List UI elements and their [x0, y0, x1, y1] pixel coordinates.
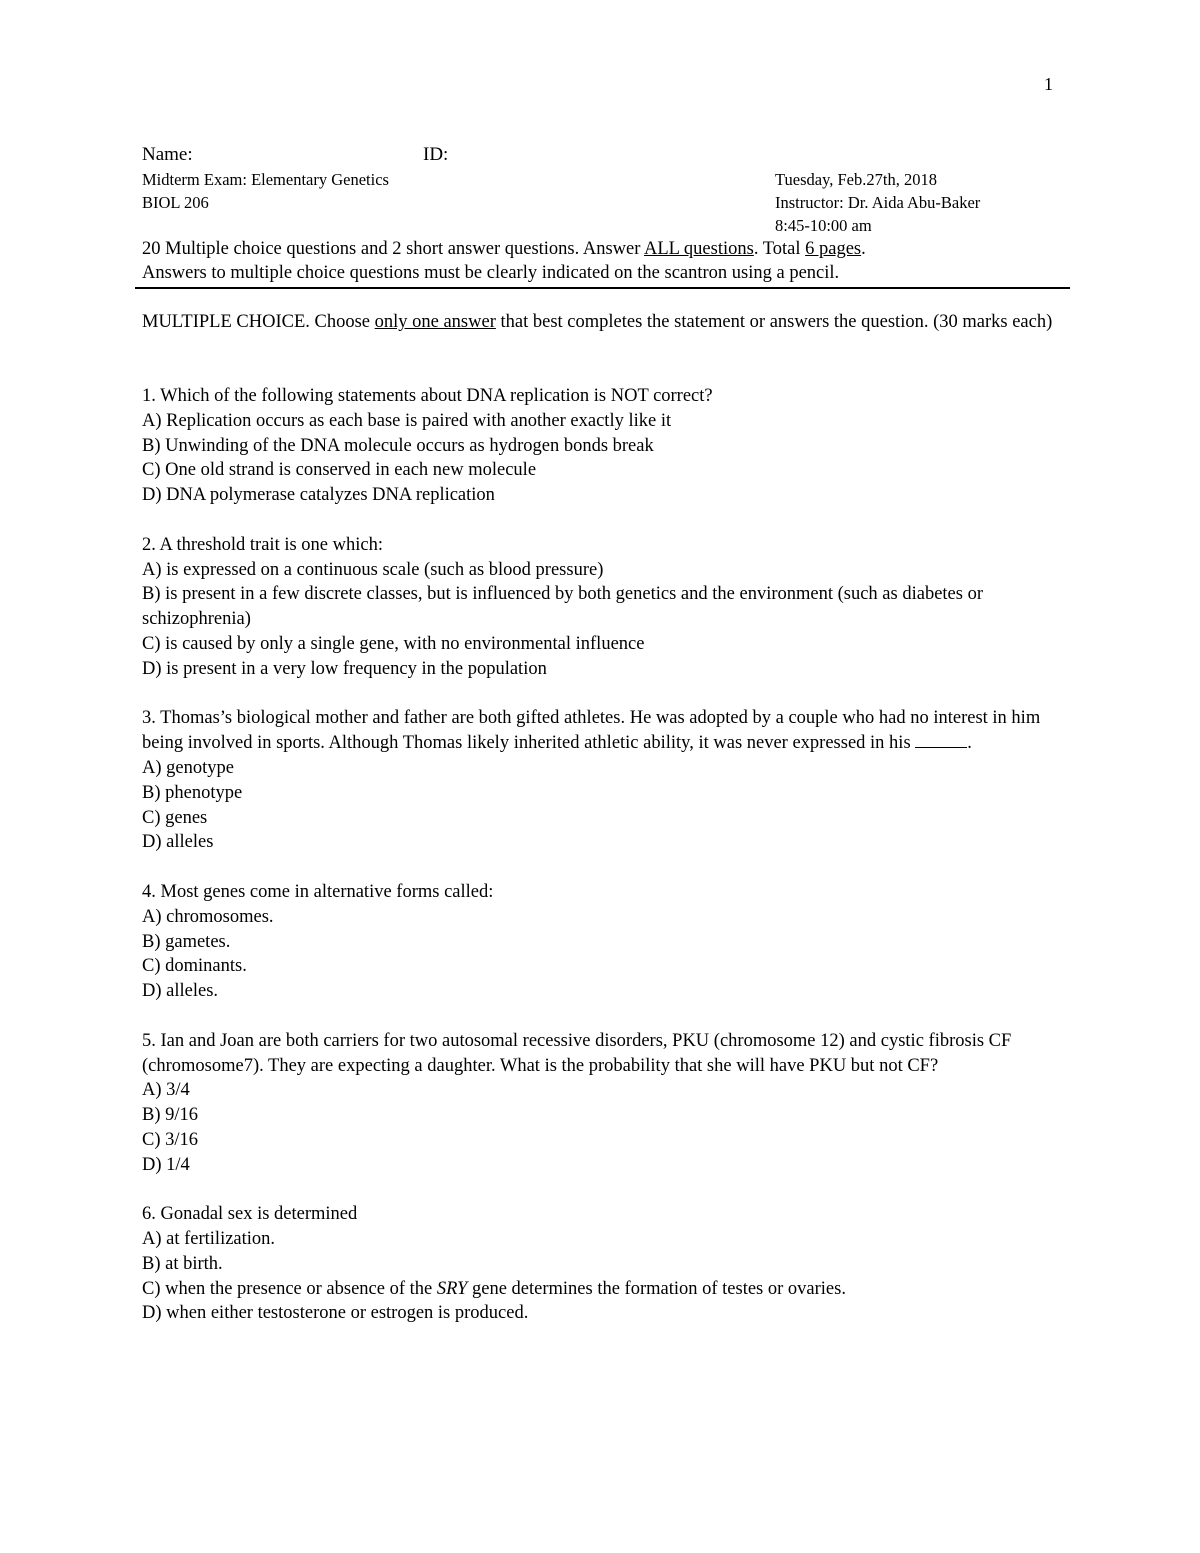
option-d: D) 1/4	[142, 1154, 190, 1175]
option-a: A) Replication occurs as each base is paired with another exactly like it	[142, 410, 672, 431]
option-c: C) is caused by only a single gene, with no environmental influence	[142, 633, 645, 654]
question-1	[142, 384, 1060, 508]
question-2	[142, 533, 1060, 682]
option-a: A) is expressed on a continuous scale (such as blood pressure)	[142, 559, 604, 580]
option-c: C) One old strand is conserved in each new molecule	[142, 460, 537, 481]
option-b: B) at birth.	[142, 1253, 223, 1274]
question-5	[142, 1029, 1060, 1178]
instructor: Instructor: Dr. Aida Abu-Baker	[775, 193, 981, 212]
question-text: 6. Gonadal sex is determined	[142, 1204, 358, 1225]
header-divider	[135, 287, 1070, 289]
option-a: A) at fertilization.	[142, 1229, 276, 1250]
option-c: C) dominants.	[142, 956, 247, 977]
page-number: 1	[1044, 74, 1053, 94]
all-questions-emphasis: ALL questions	[644, 239, 754, 259]
exam-date: Tuesday, Feb.27th, 2018	[775, 170, 937, 189]
question-6	[142, 1202, 1060, 1326]
question-text: 5. Ian and Joan are both carriers for two autosomal recessive disorders, PKU (chromosome 12) and cystic fibrosis CF (chromosome7). They are expecting a daughter. What is the probability that she will have PKU but not CF?	[142, 1030, 1012, 1076]
question-text: 4. Most genes come in alternative forms called:	[142, 881, 494, 902]
question-text: 1. Which of the following statements about DNA replication is NOT correct?	[142, 386, 713, 406]
option-d: D) is present in a very low frequency in the population	[142, 658, 547, 679]
option-c: C) 3/16	[142, 1129, 199, 1150]
only-one-answer-emphasis: only one answer	[374, 312, 496, 332]
option-b: B) phenotype	[142, 782, 243, 803]
option-a: A) genotype	[142, 757, 234, 778]
exam-time: 8:45-10:00 am	[775, 216, 872, 235]
course-code: BIOL 206	[142, 193, 209, 212]
option-b: B) Unwinding of the DNA molecule occurs as hydrogen bonds break	[142, 435, 654, 456]
section-instructions: MULTIPLE CHOICE. Choose only one answer that best completes the statement or answers the question. (30 marks each)	[142, 312, 1053, 332]
option-d: D) alleles.	[142, 981, 219, 1002]
option-a: A) chromosomes.	[142, 906, 274, 927]
question-text: 3. Thomas’s biological mother and father are both gifted athletes. He was adopted by a couple who had no interest in him being involved in sports. Although Thomas likely inherited athletic ability, it was never expressed in his .	[142, 708, 1041, 754]
option-a: A) 3/4	[142, 1080, 190, 1101]
option-b: B) 9/16	[142, 1105, 199, 1126]
option-c: C) when the presence or absence of the SRY gene determines the formation of testes or ovaries.	[142, 1278, 846, 1299]
page-count-emphasis: 6 pages	[805, 239, 862, 259]
fill-in-blank	[915, 731, 967, 748]
sry-gene-name: SRY	[436, 1278, 468, 1299]
question-4	[142, 880, 1060, 1004]
instructions-line-1: 20 Multiple choice questions and 2 short answer questions. Answer ALL questions. Total 6 pages.	[142, 239, 866, 259]
question-text: 2. A threshold trait is one which:	[142, 534, 383, 555]
exam-title: Midterm Exam: Elementary Genetics	[142, 170, 389, 189]
option-c: C) genes	[142, 807, 208, 828]
question-3	[142, 706, 1060, 855]
question-list	[142, 384, 1060, 1351]
id-label: ID:	[423, 144, 449, 165]
option-b: B) gametes.	[142, 931, 231, 952]
instructions-line-2: Answers to multiple choice questions must be clearly indicated on the scantron using a pencil.	[142, 263, 840, 283]
option-d: D) DNA polymerase catalyzes DNA replication	[142, 485, 495, 506]
option-b: B) is present in a few discrete classes, but is influenced by both genetics and the environment (such as diabetes or schizophrenia)	[142, 584, 983, 630]
name-label: Name:	[142, 144, 193, 165]
option-d: D) alleles	[142, 832, 214, 853]
option-d: D) when either testosterone or estrogen is produced.	[142, 1303, 529, 1324]
